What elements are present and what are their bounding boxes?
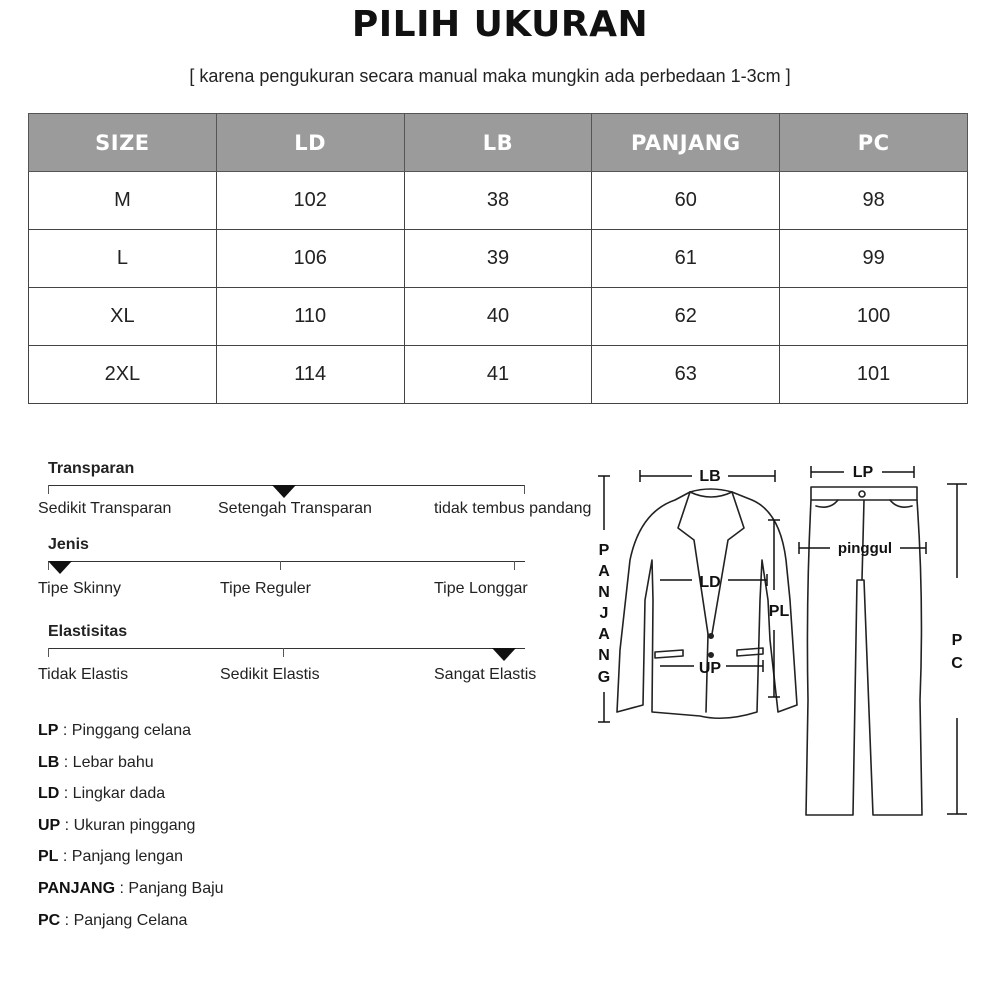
- scale-option: Tipe Reguler: [220, 580, 312, 597]
- cell-panjang: 60: [592, 172, 780, 230]
- label-panjang-letter: N: [598, 584, 610, 601]
- scale-tick: [48, 485, 49, 494]
- scale-tick: [283, 648, 284, 657]
- measurement-note: [ karena pengukuran secara manual maka mungkin ada perbedaan 1-3cm ]: [189, 66, 791, 86]
- legend-item: [38, 880, 338, 912]
- scale-label: Elastisitas: [48, 623, 128, 640]
- scale-line: [48, 648, 525, 649]
- legend-desc: : Lebar bahu: [59, 753, 154, 771]
- label-panjang-letter: A: [598, 626, 610, 643]
- scale-tick: [280, 561, 281, 570]
- header-panjang: PANJANG: [592, 114, 780, 172]
- legend-desc: : Panjang lengan: [58, 848, 183, 866]
- legend-abbr: PL: [38, 848, 59, 866]
- legend-abbr: LB: [38, 753, 60, 771]
- scale-label: Jenis: [48, 536, 89, 553]
- legend-desc: : Panjang Baju: [115, 879, 224, 897]
- table-row: [29, 230, 968, 288]
- legend-desc: : Ukuran pinggang: [60, 816, 196, 834]
- label-panjang-letter: N: [598, 647, 610, 664]
- garment-measurement-diagram: [590, 450, 980, 850]
- header-pc: PC: [780, 114, 968, 172]
- cell-ld: 106: [216, 230, 404, 288]
- label-pc-letter: C: [951, 655, 963, 672]
- scale-option: Tipe Skinny: [38, 580, 121, 597]
- scale-option: tidak tembus pandang: [434, 500, 592, 517]
- cell-pc: 101: [780, 346, 968, 404]
- selected-marker-icon: [48, 561, 72, 574]
- scale-option: Tipe Longgar: [434, 580, 528, 597]
- selected-marker-icon: [272, 485, 296, 498]
- legend-desc: : Lingkar dada: [59, 785, 166, 803]
- scale-tick: [48, 648, 49, 657]
- legend-item: [38, 817, 338, 849]
- header-lb: LB: [404, 114, 592, 172]
- legend-abbr: PANJANG: [38, 879, 116, 897]
- legend-abbr: UP: [38, 816, 61, 834]
- label-panjang-letter: G: [597, 669, 611, 686]
- legend-item: [38, 912, 338, 944]
- header-size: SIZE: [29, 114, 217, 172]
- abbreviation-legend: [38, 722, 338, 943]
- legend-desc: : Pinggang celana: [58, 722, 191, 739]
- label-up: UP: [698, 660, 722, 677]
- cell-lb: 40: [404, 288, 592, 346]
- size-table: [28, 113, 968, 404]
- legend-desc: : Panjang Celana: [60, 911, 188, 929]
- cell-ld: 110: [216, 288, 404, 346]
- label-panjang-letter: J: [599, 605, 609, 622]
- scale-option: Sedikit Transparan: [38, 500, 172, 517]
- label-panjang-letter: P: [598, 542, 610, 559]
- cell-lb: 39: [404, 230, 592, 288]
- cell-panjang: 61: [592, 230, 780, 288]
- label-pc-letter: P: [951, 632, 963, 649]
- selected-marker-icon: [492, 648, 516, 661]
- label-lp: LP: [852, 464, 874, 481]
- scale-line: [48, 561, 525, 562]
- pants-drawing: [806, 487, 922, 815]
- scale-option: Setengah Transparan: [218, 500, 372, 517]
- cell-panjang: 63: [592, 346, 780, 404]
- cell-size: L: [29, 230, 217, 288]
- label-pl: PL: [768, 603, 790, 620]
- scale-option: Tidak Elastis: [38, 666, 129, 683]
- page-title: PILIH UKURAN: [351, 4, 649, 45]
- header-ld: LD: [216, 114, 404, 172]
- scale-tick: [524, 485, 525, 494]
- legend-abbr: LP: [38, 722, 59, 739]
- cell-pc: 99: [780, 230, 968, 288]
- legend-item: [38, 785, 338, 817]
- scale-option: Sedikit Elastis: [220, 666, 320, 683]
- cell-size: M: [29, 172, 217, 230]
- label-lb: LB: [699, 468, 721, 485]
- legend-item: [38, 722, 338, 754]
- cell-panjang: 62: [592, 288, 780, 346]
- cell-ld: 114: [216, 346, 404, 404]
- cell-pc: 100: [780, 288, 968, 346]
- label-ld: LD: [699, 574, 721, 591]
- cell-pc: 98: [780, 172, 968, 230]
- size-table-header-row: [29, 114, 968, 172]
- legend-abbr: LD: [38, 785, 60, 803]
- scale-label: Transparan: [48, 460, 135, 477]
- scale-option: Sangat Elastis: [434, 666, 537, 683]
- scale-tick: [514, 561, 515, 570]
- legend-item: [38, 848, 338, 880]
- legend-abbr: PC: [38, 911, 61, 929]
- cell-size: 2XL: [29, 346, 217, 404]
- table-row: [29, 346, 968, 404]
- cell-ld: 102: [216, 172, 404, 230]
- cell-size: XL: [29, 288, 217, 346]
- label-panjang-letter: A: [598, 563, 610, 580]
- cell-lb: 38: [404, 172, 592, 230]
- table-row: [29, 288, 968, 346]
- label-pinggul: pinggul: [837, 540, 893, 557]
- table-row: [29, 172, 968, 230]
- legend-item: [38, 754, 338, 786]
- cell-lb: 41: [404, 346, 592, 404]
